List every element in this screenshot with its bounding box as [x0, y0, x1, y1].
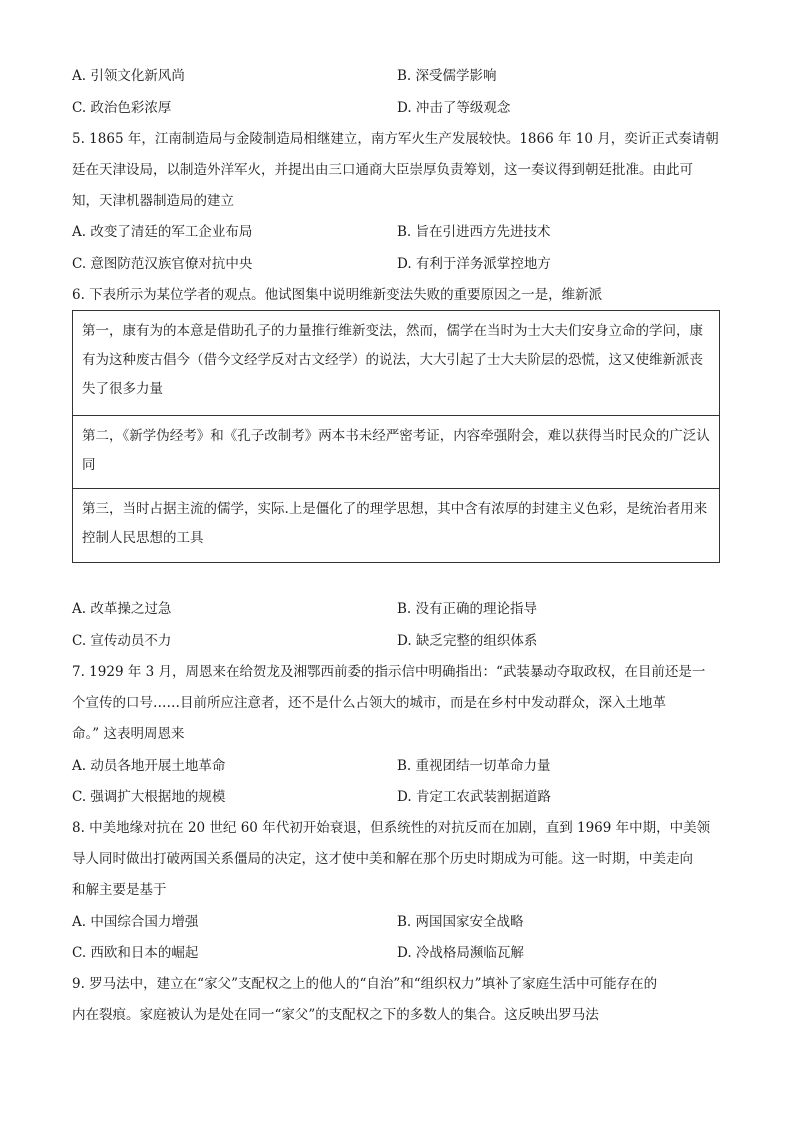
q4-option-a: A. 引领文化新风尚 [72, 68, 185, 84]
q4-option-d: D. 冲击了等级观念 [397, 100, 511, 116]
q6-option-a: A. 改革操之过急 [72, 601, 172, 617]
q6-stem: 6. 下表所示为某位学者的观点。他试图集中说明维新变法失败的重要原因之一是，维新派 [72, 287, 603, 303]
q8-option-d: D. 冷战格局濒临瓦解 [397, 945, 524, 961]
q8-stem-line-1: 8. 中美地缘对抗在 20 世纪 60 年代初开始衰退，但系统性的对抗反而在加剧，直到 1969 年中期，中美领 [72, 820, 711, 836]
q7-stem-line-2: 个宣传的口号……目前所应注意者，还不是什么占领大的城市，而是在乡村中发动群众，深入土地革 [72, 695, 666, 711]
q6-table-row-2: 第二，《新学伪经考》和《孔子改制考》两本书未经严密考证，内容牵强附会，难以获得当时民众的广泛认同 [73, 416, 719, 489]
q8-option-a: A. 中国综合国力增强 [72, 914, 199, 930]
q5-stem-line-2: 廷在天津设局，以制造外洋军火，并提出由三口通商大臣崇厚负责筹划，这一奏议得到朝廷批准。由此可 [72, 162, 693, 178]
q5-option-d: D. 有利于洋务派掌控地方 [397, 256, 551, 272]
q5-stem-line-3: 知，天津机器制造局的建立 [72, 193, 234, 209]
q8-stem-line-2: 导人同时做出打破两国关系僵局的决定，这才使中美和解在那个历史时期成为可能。这一时期，中美走向 [72, 851, 693, 867]
q7-stem-line-1: 7. 1929 年 3 月，周恩来在给贺龙及湘鄂西前委的指示信中明确指出：“武装暴动夺取政权，在目前还是一 [72, 664, 706, 680]
q8-option-c: C. 西欧和日本的崛起 [72, 945, 199, 961]
q5-option-a: A. 改变了清廷的军工企业布局 [72, 224, 253, 240]
q6-table-row-3: 第三，当时占据主流的儒学，实际.上是僵化了的理学思想，其中含有浓厚的封建主义色彩，是统治者用来控制人民思想的工具 [82, 501, 708, 546]
q7-stem-line-3: 命。” 这表明周恩来 [72, 726, 185, 742]
q8-option-b: B. 两国国家安全战略 [397, 914, 524, 930]
q8-stem-line-3: 和解主要是基于 [72, 882, 167, 898]
q7-option-d: D. 肯定工农武装割据道路 [397, 789, 551, 805]
q5-option-b: B. 旨在引进西方先进技术 [397, 224, 551, 240]
q6-option-c: C. 宣传动员不力 [72, 633, 172, 649]
q5-stem-line-1: 5. 1865 年，江南制造局与金陵制造局相继建立，南方军火生产发展较快。1866 年 10 月，奕䜣正式奏请朝 [72, 131, 719, 147]
q6-option-d: D. 缺乏完整的组织体系 [397, 633, 538, 649]
q7-option-b: B. 重视团结一切革命力量 [397, 758, 551, 774]
q6-option-b: B. 没有正确的理论指导 [397, 601, 538, 617]
q9-stem-line-1: 9. 罗马法中，建立在“家父”支配权之上的他人的“自治”和“组织权力”填补了家庭生活中可能存在的 [72, 976, 658, 992]
q4-option-c: C. 政治色彩浓厚 [72, 100, 172, 116]
q7-option-c: C. 强调扩大根据地的规模 [72, 789, 226, 805]
q9-stem-line-2: 内在裂痕。家庭被认为是处在同一“家父”的支配权之下的多数人的集合。这反映出罗马法 [72, 1007, 599, 1023]
q4-option-b: B. 深受儒学影响 [397, 68, 497, 84]
q5-option-c: C. 意图防范汉族官僚对抗中央 [72, 256, 253, 272]
q6-viewpoint-table [72, 310, 720, 563]
q7-option-a: A. 动员各地开展土地革命 [72, 758, 226, 774]
q6-table-row-1: 第一，康有为的本意是借助孔子的力量推行维新变法，然而，儒学在当时为士大夫们安身立命的学问，康有为这种废古倡今（借今文经学反对古文经学）的说法，大大引起了士大夫阶层的恐慌，这又使维新派丧失了很多力量 [73, 311, 719, 416]
